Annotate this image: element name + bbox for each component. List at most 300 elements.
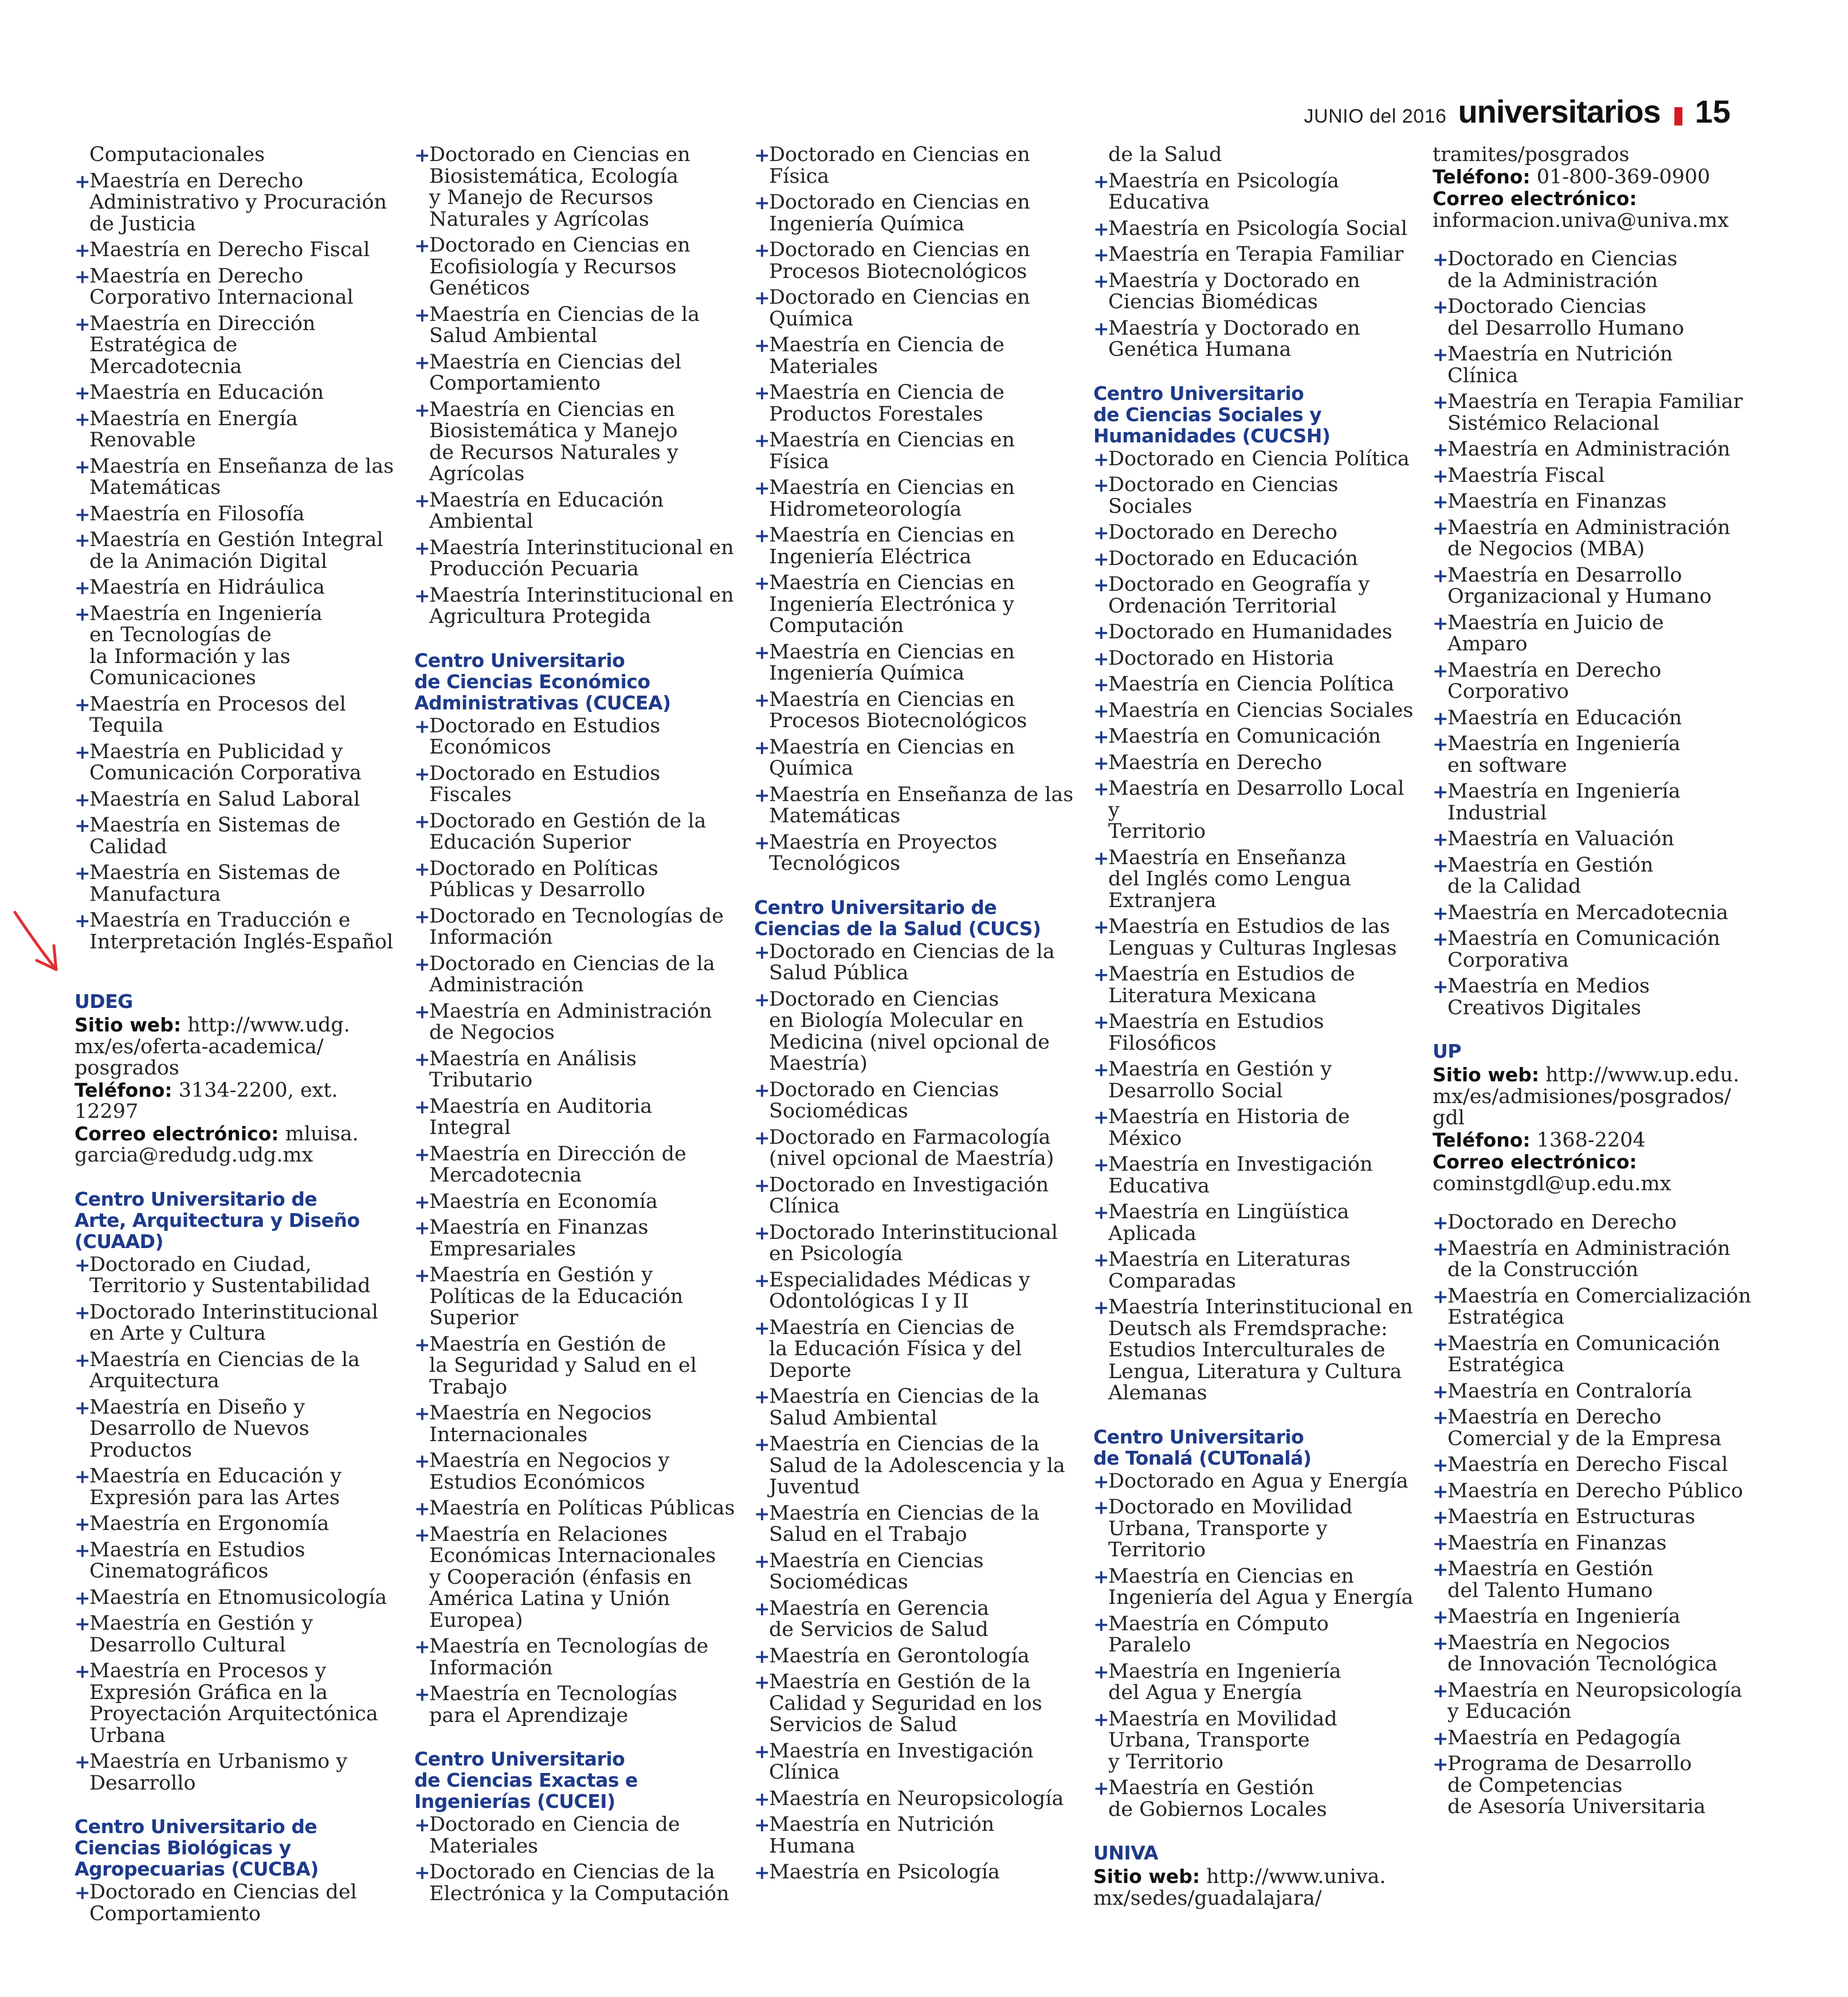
plus-bullet-icon: + bbox=[74, 529, 91, 551]
plus-bullet-icon: + bbox=[1433, 1237, 1449, 1260]
program-item bbox=[74, 1882, 395, 1925]
plus-bullet-icon: + bbox=[74, 1301, 91, 1324]
plus-bullet-icon: + bbox=[754, 736, 770, 759]
program-item bbox=[414, 304, 735, 347]
program-name: Doctorado en Gestión de la Educación Superior bbox=[429, 809, 707, 854]
program-name: Maestría en Gestión de la Seguridad y Salud en el Trabajo bbox=[429, 1332, 697, 1399]
contact-block-udeg bbox=[74, 1014, 395, 1167]
program-item bbox=[1093, 1709, 1414, 1774]
plus-bullet-icon: + bbox=[74, 382, 91, 404]
program-name: Maestría en Gerencia de Servicios de Salud bbox=[769, 1596, 990, 1641]
plus-bullet-icon: + bbox=[754, 1861, 770, 1884]
plus-bullet-icon: + bbox=[1433, 296, 1449, 318]
contact-block-univa bbox=[1093, 1866, 1414, 1909]
program-name: Maestría en Economía bbox=[429, 1190, 658, 1213]
program-name: Doctorado en Agua y Energía bbox=[1108, 1469, 1408, 1493]
program-item bbox=[414, 585, 735, 628]
plus-bullet-icon: + bbox=[1433, 1606, 1449, 1628]
plus-bullet-icon: + bbox=[1093, 621, 1109, 644]
plus-bullet-icon: + bbox=[414, 1333, 430, 1356]
program-name: Maestría en Ciencias en Química bbox=[769, 735, 1015, 780]
institution-title-udeg: UDEG bbox=[74, 990, 133, 1013]
plus-bullet-icon: + bbox=[1093, 647, 1109, 670]
program-name: Maestría en Gestión del Talento Humano bbox=[1447, 1557, 1654, 1602]
program-item bbox=[1093, 700, 1414, 722]
program-name: Maestría en Ergonomía bbox=[89, 1512, 329, 1535]
plus-bullet-icon: + bbox=[74, 693, 91, 716]
program-item bbox=[1433, 976, 1753, 1019]
program-name: Doctorado en Tecnologías de Información bbox=[429, 904, 724, 949]
program-list bbox=[754, 144, 1075, 875]
program-item bbox=[414, 1862, 735, 1905]
plus-bullet-icon: + bbox=[754, 688, 770, 711]
website-url[interactable]: http://www.udg. mx/es/oferta-academica/ posgrados bbox=[74, 1014, 350, 1080]
plus-bullet-icon: + bbox=[414, 1217, 430, 1239]
program-name: Maestría en Contraloría bbox=[1447, 1379, 1692, 1403]
program-name: Maestría en Desarrollo Local y Territorio bbox=[1108, 777, 1404, 843]
program-item bbox=[414, 1096, 735, 1139]
plus-bullet-icon: + bbox=[74, 602, 91, 625]
program-name: Maestría en Ciencias en Ingeniería Electrónica y Computación bbox=[769, 571, 1015, 637]
program-name: Maestría en Movilidad Urbana, Transporte y Territorio bbox=[1108, 1707, 1337, 1774]
program-name: Maestría en Finanzas bbox=[1447, 1531, 1667, 1555]
program-name: Doctorado en Ciencias en Química bbox=[769, 286, 1030, 331]
publication-name: universitarios bbox=[1458, 93, 1661, 130]
program-name: Maestría en Tecnologías para el Aprendizaje bbox=[429, 1682, 677, 1727]
plus-bullet-icon: + bbox=[1433, 828, 1449, 850]
program-item bbox=[1433, 733, 1753, 776]
red-arrow-annotation bbox=[11, 910, 63, 973]
plus-bullet-icon: + bbox=[414, 1814, 430, 1836]
plus-bullet-icon: + bbox=[414, 1635, 430, 1658]
phone-number: 1368-2204 bbox=[1536, 1128, 1646, 1152]
plus-bullet-icon: + bbox=[74, 265, 91, 288]
program-name: Doctorado en Educación bbox=[1108, 547, 1358, 570]
program-item bbox=[1093, 574, 1414, 617]
program-name: Maestría en Estudios Cinematográficos bbox=[89, 1538, 305, 1583]
plus-bullet-icon: + bbox=[1433, 1332, 1449, 1355]
program-name: Maestría en Derecho Comercial y de la Empresa bbox=[1447, 1406, 1722, 1450]
plus-bullet-icon: + bbox=[754, 1269, 770, 1292]
program-item bbox=[754, 1503, 1075, 1546]
program-name: Doctorado en Historia bbox=[1108, 646, 1335, 670]
plus-bullet-icon: + bbox=[1433, 1753, 1449, 1775]
plus-bullet-icon: + bbox=[1093, 574, 1109, 596]
program-item bbox=[74, 313, 395, 378]
program-name: Maestría en Ingeniería bbox=[1447, 1605, 1681, 1628]
plus-bullet-icon: + bbox=[74, 239, 91, 261]
program-item bbox=[414, 906, 735, 949]
program-item bbox=[754, 1127, 1075, 1170]
program-item bbox=[754, 1814, 1075, 1857]
plus-bullet-icon: + bbox=[754, 1386, 770, 1408]
program-item bbox=[74, 1613, 395, 1656]
program-item bbox=[1433, 1533, 1753, 1555]
program-name: Doctorado en Estudios Fiscales bbox=[429, 762, 661, 806]
plus-bullet-icon: + bbox=[414, 303, 430, 326]
program-name: Maestría en Etnomusicología bbox=[89, 1586, 387, 1609]
plus-bullet-icon: + bbox=[754, 1316, 770, 1339]
program-name: Maestría en Psicología Social bbox=[1108, 217, 1407, 240]
program-name: Doctorado en Ciencias Sociomédicas bbox=[769, 1078, 999, 1123]
plus-bullet-icon: + bbox=[1433, 975, 1449, 998]
plus-bullet-icon: + bbox=[754, 477, 770, 499]
plus-bullet-icon: + bbox=[754, 144, 770, 166]
program-name: Doctorado en Ciencias de la Salud Pública bbox=[769, 940, 1055, 984]
program-item bbox=[414, 954, 735, 996]
program-item bbox=[754, 144, 1075, 187]
plus-bullet-icon: + bbox=[414, 144, 430, 166]
program-item bbox=[1093, 648, 1414, 670]
plus-bullet-icon: + bbox=[74, 1881, 91, 1904]
column-3 bbox=[754, 144, 1075, 1888]
continued-text: Computacionales bbox=[89, 143, 265, 166]
program-item bbox=[414, 1217, 735, 1260]
program-item bbox=[1093, 726, 1414, 748]
email-address[interactable]: mluisa. garcia@redudg.udg.mx bbox=[74, 1122, 359, 1167]
program-item bbox=[1093, 848, 1414, 912]
program-name: Maestría en Ciencias de la Educación Física y del Deporte bbox=[769, 1316, 1022, 1382]
program-name: Maestría en Derecho Corporativo bbox=[1447, 658, 1662, 703]
program-name: Maestría en Ciencias en Física bbox=[769, 429, 1015, 473]
program-name: Maestría en Gestión de Gobiernos Locales bbox=[1108, 1776, 1327, 1821]
program-name: Maestría en Ciencias Sociales bbox=[1108, 699, 1414, 722]
program-item bbox=[754, 642, 1075, 685]
plus-bullet-icon: + bbox=[1433, 928, 1449, 950]
program-name: Maestría en Auditoria Integral bbox=[429, 1094, 653, 1139]
contact-block-univa-continued bbox=[1433, 144, 1753, 232]
plus-bullet-icon: + bbox=[1433, 564, 1449, 587]
program-name: Maestría en Estructuras bbox=[1447, 1505, 1696, 1528]
program-name: Maestría en Psicología bbox=[769, 1861, 1000, 1884]
plus-bullet-icon: + bbox=[1433, 248, 1449, 270]
program-name: Maestría en Pedagogía bbox=[1447, 1726, 1681, 1749]
plus-bullet-icon: + bbox=[754, 1787, 770, 1810]
program-item bbox=[414, 235, 735, 300]
plus-bullet-icon: + bbox=[1093, 846, 1109, 869]
program-item bbox=[1433, 565, 1753, 608]
program-name: Maestría en Investigación Clínica bbox=[769, 1739, 1034, 1784]
program-item bbox=[414, 1049, 735, 1092]
program-item bbox=[1093, 1297, 1414, 1404]
web-label: Sitio web: bbox=[1093, 1865, 1200, 1888]
program-item bbox=[74, 1587, 395, 1609]
program-item bbox=[414, 352, 735, 395]
program-name: Maestría en Traducción e Interpretación Inglés-Español bbox=[89, 909, 394, 954]
institution-title-univa: UNIVA bbox=[1093, 1842, 1159, 1864]
plus-bullet-icon: + bbox=[414, 905, 430, 928]
program-name: Maestría en Ingeniería en software bbox=[1447, 732, 1681, 777]
program-name: Doctorado en Ciencias en Ecofisiología y Recursos Genéticos bbox=[429, 234, 690, 300]
email-address[interactable]: informacion.univa@univa.mx bbox=[1433, 209, 1729, 232]
plus-bullet-icon: + bbox=[1093, 1565, 1109, 1588]
plus-bullet-icon: + bbox=[1433, 1454, 1449, 1476]
program-item bbox=[754, 1741, 1075, 1784]
website-url-continued[interactable]: tramites/posgrados bbox=[1433, 143, 1630, 166]
plus-bullet-icon: + bbox=[74, 170, 91, 193]
column-5 bbox=[1433, 144, 1753, 1823]
plus-bullet-icon: + bbox=[1093, 778, 1109, 800]
program-name: Maestría en Estudios de las Lenguas y Culturas Inglesas bbox=[1108, 915, 1397, 960]
page-header bbox=[1304, 93, 1731, 130]
plus-bullet-icon: + bbox=[74, 1348, 91, 1371]
program-name: Maestría en Negocios de Innovación Tecnológica bbox=[1447, 1631, 1718, 1676]
program-name: Maestría en Ciencias de la Salud de la Adolescencia y la Juventud bbox=[769, 1433, 1065, 1498]
program-name: Maestría en Derecho Fiscal bbox=[1447, 1453, 1728, 1476]
program-item bbox=[414, 1636, 735, 1679]
phone-label: Teléfono: bbox=[1433, 1128, 1531, 1151]
plus-bullet-icon: + bbox=[1433, 901, 1449, 924]
program-name: Maestría en Ciencias de la Salud Ambiental bbox=[429, 303, 700, 347]
program-name: Maestría Interinstitucional en Deutsch als Fremdsprache: Estudios Interculturales de Lengua, Literatura y Cultura Alemanas bbox=[1108, 1296, 1413, 1404]
program-item bbox=[1433, 465, 1753, 487]
contact-block-up bbox=[1433, 1064, 1753, 1195]
program-item bbox=[1093, 1154, 1414, 1197]
program-name: Especialidades Médicas y Odontológicas I y II bbox=[769, 1268, 1030, 1313]
program-name: Maestría en Ingeniería del Agua y Energía bbox=[1108, 1659, 1341, 1704]
plus-bullet-icon: + bbox=[74, 576, 91, 599]
program-name: Maestría en Finanzas Empresariales bbox=[429, 1216, 649, 1261]
plus-bullet-icon: + bbox=[74, 1465, 91, 1488]
program-item bbox=[1093, 1566, 1414, 1609]
plus-bullet-icon: + bbox=[754, 524, 770, 547]
plus-bullet-icon: + bbox=[754, 1671, 770, 1693]
plus-bullet-icon: + bbox=[1433, 659, 1449, 682]
website-url[interactable]: http://www.univa. mx/sedes/guadalajara/ bbox=[1093, 1865, 1386, 1910]
plus-bullet-icon: + bbox=[414, 234, 430, 257]
program-name: Maestría en Gestión y Políticas de la Educación Superior bbox=[429, 1264, 684, 1329]
program-item bbox=[1093, 916, 1414, 959]
program-name: Maestría en Ciencias en Procesos Biotecnológicos bbox=[769, 688, 1027, 732]
phone-label: Teléfono: bbox=[74, 1078, 172, 1101]
program-name: Maestría en Gestión y Desarrollo Social bbox=[1108, 1058, 1332, 1103]
program-name: Maestría en Derecho Fiscal bbox=[89, 238, 370, 261]
program-item bbox=[1093, 1661, 1414, 1704]
section-title-cucea: Centro Universitario de Ciencias Económico Administrativas (CUCEA) bbox=[414, 649, 671, 714]
plus-bullet-icon: + bbox=[1433, 391, 1449, 413]
program-item bbox=[1093, 778, 1414, 843]
plus-bullet-icon: + bbox=[74, 312, 91, 335]
program-list bbox=[1093, 1471, 1414, 1821]
program-item bbox=[74, 789, 395, 811]
program-item bbox=[1093, 1778, 1414, 1821]
program-item bbox=[1433, 391, 1753, 434]
program-name: Maestría en Análisis Tributario bbox=[429, 1047, 637, 1092]
program-name: Maestría en Ciencias de la Salud Ambiental bbox=[769, 1385, 1040, 1430]
program-name: Doctorado en Ciencias de la Administración bbox=[429, 952, 715, 996]
program-item bbox=[74, 171, 395, 236]
program-item bbox=[1433, 928, 1753, 971]
web-label: Sitio web: bbox=[1433, 1064, 1540, 1086]
program-item bbox=[1433, 708, 1753, 729]
program-item bbox=[1433, 1606, 1753, 1628]
program-name: Maestría en Administración de la Construcción bbox=[1447, 1237, 1731, 1281]
program-name: Maestría en Derecho Corporativo Internacional bbox=[89, 264, 354, 309]
program-name: Maestría en Enseñanza de las Matemáticas bbox=[769, 783, 1074, 827]
section-title-cuaad: Centro Universitario de Arte, Arquitectura y Diseño (CUAAD) bbox=[74, 1187, 360, 1253]
program-name: Maestría en Sistemas de Manufactura bbox=[89, 861, 340, 906]
phone-label: Teléfono: bbox=[1433, 165, 1531, 188]
program-item bbox=[414, 1191, 735, 1213]
program-name: Maestría en Diseño y Desarrollo de Nuevos Productos bbox=[89, 1395, 309, 1462]
program-name: Maestría en Juicio de Amparo bbox=[1447, 611, 1664, 656]
web-label: Sitio web: bbox=[74, 1014, 182, 1036]
plus-bullet-icon: + bbox=[1093, 1249, 1109, 1271]
program-item bbox=[754, 382, 1075, 425]
program-item bbox=[754, 689, 1075, 732]
program-item bbox=[1093, 1059, 1414, 1102]
program-item bbox=[414, 1403, 735, 1446]
program-name: Doctorado en Ciencias en Procesos Biotecnológicos bbox=[769, 238, 1030, 283]
program-name: Maestría en Ciencias en Ingeniería del Agua y Energía bbox=[1108, 1564, 1414, 1609]
plus-bullet-icon: + bbox=[754, 382, 770, 404]
program-name: Maestría en Terapia Familiar bbox=[1108, 243, 1404, 266]
plus-bullet-icon: + bbox=[1093, 1496, 1109, 1519]
plus-bullet-icon: + bbox=[754, 1549, 770, 1572]
program-item bbox=[1433, 1381, 1753, 1403]
program-item bbox=[74, 1397, 395, 1462]
program-name: Doctorado en Ciencias de la Administración bbox=[1447, 248, 1678, 292]
program-list bbox=[1433, 1212, 1753, 1818]
program-item bbox=[1433, 613, 1753, 656]
plus-bullet-icon: + bbox=[754, 334, 770, 356]
program-name: Maestría en Educación Ambiental bbox=[429, 488, 664, 533]
program-item bbox=[74, 1466, 395, 1509]
plus-bullet-icon: + bbox=[414, 584, 430, 607]
program-name: Maestría en Lingüística Aplicada bbox=[1108, 1200, 1349, 1245]
program-name: Doctorado en Ciencias del Comportamiento bbox=[89, 1881, 357, 1925]
institution-title-up: UP bbox=[1433, 1040, 1461, 1062]
program-name: Doctorado en Derecho bbox=[1108, 521, 1337, 544]
program-item bbox=[1433, 491, 1753, 513]
plus-bullet-icon: + bbox=[1093, 269, 1109, 292]
plus-bullet-icon: + bbox=[1433, 343, 1449, 366]
program-name: Doctorado en Ciudad, Territorio y Sustentabilidad bbox=[89, 1253, 371, 1297]
program-name: Doctorado en Derecho bbox=[1447, 1211, 1677, 1234]
plus-bullet-icon: + bbox=[1093, 1660, 1109, 1683]
plus-bullet-icon: + bbox=[414, 952, 430, 975]
plus-bullet-icon: + bbox=[74, 788, 91, 811]
program-name: Maestría en Gestión Integral de la Animación Digital bbox=[89, 528, 383, 573]
plus-bullet-icon: + bbox=[1093, 963, 1109, 986]
program-name: Doctorado Interinstitucional en Psicología bbox=[769, 1221, 1058, 1265]
program-name: Doctorado en Ciencia de Materiales bbox=[429, 1813, 680, 1858]
plus-bullet-icon: + bbox=[1093, 725, 1109, 748]
program-item bbox=[754, 1672, 1075, 1736]
program-name: Maestría y Doctorado en Ciencias Biomédicas bbox=[1108, 269, 1360, 313]
program-item bbox=[1093, 752, 1414, 774]
program-name: Maestría en Medios Creativos Digitales bbox=[1447, 975, 1650, 1019]
plus-bullet-icon: + bbox=[74, 814, 91, 837]
program-name: Doctorado en Movilidad Urbana, Transporte y Territorio bbox=[1108, 1496, 1353, 1561]
plus-bullet-icon: + bbox=[754, 287, 770, 309]
program-name: Doctorado en Ciencias en Ingeniería Química bbox=[769, 191, 1030, 236]
program-item bbox=[414, 1144, 735, 1187]
program-item bbox=[1093, 218, 1414, 240]
continued-text: de la Salud bbox=[1108, 143, 1222, 166]
plus-bullet-icon: + bbox=[1433, 1679, 1449, 1702]
program-item bbox=[74, 1302, 395, 1345]
plus-bullet-icon: + bbox=[754, 429, 770, 452]
program-item bbox=[754, 525, 1075, 568]
plus-bullet-icon: + bbox=[414, 715, 430, 737]
program-item bbox=[414, 537, 735, 580]
plus-bullet-icon: + bbox=[1093, 1296, 1109, 1319]
plus-bullet-icon: + bbox=[1433, 516, 1449, 539]
program-item bbox=[74, 529, 395, 572]
program-item bbox=[414, 144, 735, 230]
plus-bullet-icon: + bbox=[1093, 474, 1109, 496]
program-list bbox=[1433, 249, 1753, 1019]
program-item bbox=[414, 1001, 735, 1044]
program-name: Doctorado Interinstitucional en Arte y Cultura bbox=[89, 1300, 378, 1345]
program-item bbox=[754, 784, 1075, 827]
program-name: Maestría en Enseñanza de las Matemáticas bbox=[89, 454, 394, 499]
program-name: Maestría en Estudios de Literatura Mexicana bbox=[1108, 963, 1355, 1007]
program-item bbox=[414, 811, 735, 854]
plus-bullet-icon: + bbox=[74, 1253, 91, 1276]
program-item bbox=[414, 1498, 735, 1520]
program-name: Doctorado Ciencias del Desarrollo Humano bbox=[1447, 295, 1684, 340]
website-url[interactable]: http://www.up.edu. mx/es/admisiones/posgrados/ gdl bbox=[1433, 1064, 1740, 1129]
program-item bbox=[1093, 522, 1414, 544]
plus-bullet-icon: + bbox=[754, 1221, 770, 1244]
program-item bbox=[754, 1270, 1075, 1313]
program-name: Doctorado en Ciencia Política bbox=[1108, 447, 1410, 470]
program-item bbox=[414, 1684, 735, 1727]
plus-bullet-icon: + bbox=[754, 1078, 770, 1101]
column-2 bbox=[414, 144, 735, 1909]
program-list bbox=[414, 144, 735, 628]
plus-bullet-icon: + bbox=[74, 1539, 91, 1561]
program-item bbox=[754, 240, 1075, 283]
program-name: Maestría en Neuropsicología bbox=[769, 1787, 1064, 1810]
program-name: Maestría en Literaturas Comparadas bbox=[1108, 1248, 1351, 1293]
program-item bbox=[1433, 1753, 1753, 1818]
program-item bbox=[754, 335, 1075, 378]
plus-bullet-icon: + bbox=[1093, 1154, 1109, 1176]
plus-bullet-icon: + bbox=[1093, 217, 1109, 240]
plus-bullet-icon: + bbox=[754, 1502, 770, 1525]
program-name: Maestría en Publicidad y Comunicación Corporativa bbox=[89, 740, 362, 784]
plus-bullet-icon: + bbox=[414, 1264, 430, 1286]
plus-bullet-icon: + bbox=[1093, 673, 1109, 696]
program-item bbox=[754, 1598, 1075, 1641]
program-item bbox=[1093, 1107, 1414, 1149]
program-name: Maestría en Ciencias de la Arquitectura bbox=[89, 1348, 360, 1392]
program-list bbox=[74, 1882, 395, 1925]
program-item bbox=[1433, 1728, 1753, 1749]
program-item bbox=[74, 603, 395, 689]
program-item bbox=[1093, 1202, 1414, 1245]
program-item bbox=[414, 1265, 735, 1329]
plus-bullet-icon: + bbox=[1433, 438, 1449, 461]
program-name: Maestría Fiscal bbox=[1447, 464, 1605, 487]
plus-bullet-icon: + bbox=[414, 762, 430, 785]
program-item bbox=[414, 716, 735, 759]
program-name: Maestría en Educación bbox=[89, 381, 324, 404]
program-item bbox=[1433, 1506, 1753, 1528]
plus-bullet-icon: + bbox=[414, 1143, 430, 1166]
program-name: Maestría en Dirección Estratégica de Mercadotecnia bbox=[89, 312, 316, 378]
email-address[interactable]: cominstgdl@up.edu.mx bbox=[1433, 1172, 1672, 1195]
program-item bbox=[74, 1540, 395, 1583]
program-name: Maestría en Valuación bbox=[1447, 827, 1674, 850]
program-item bbox=[754, 989, 1075, 1075]
program-item bbox=[754, 832, 1075, 875]
plus-bullet-icon: + bbox=[74, 1751, 91, 1773]
program-name: Maestría en Políticas Públicas bbox=[429, 1497, 735, 1520]
